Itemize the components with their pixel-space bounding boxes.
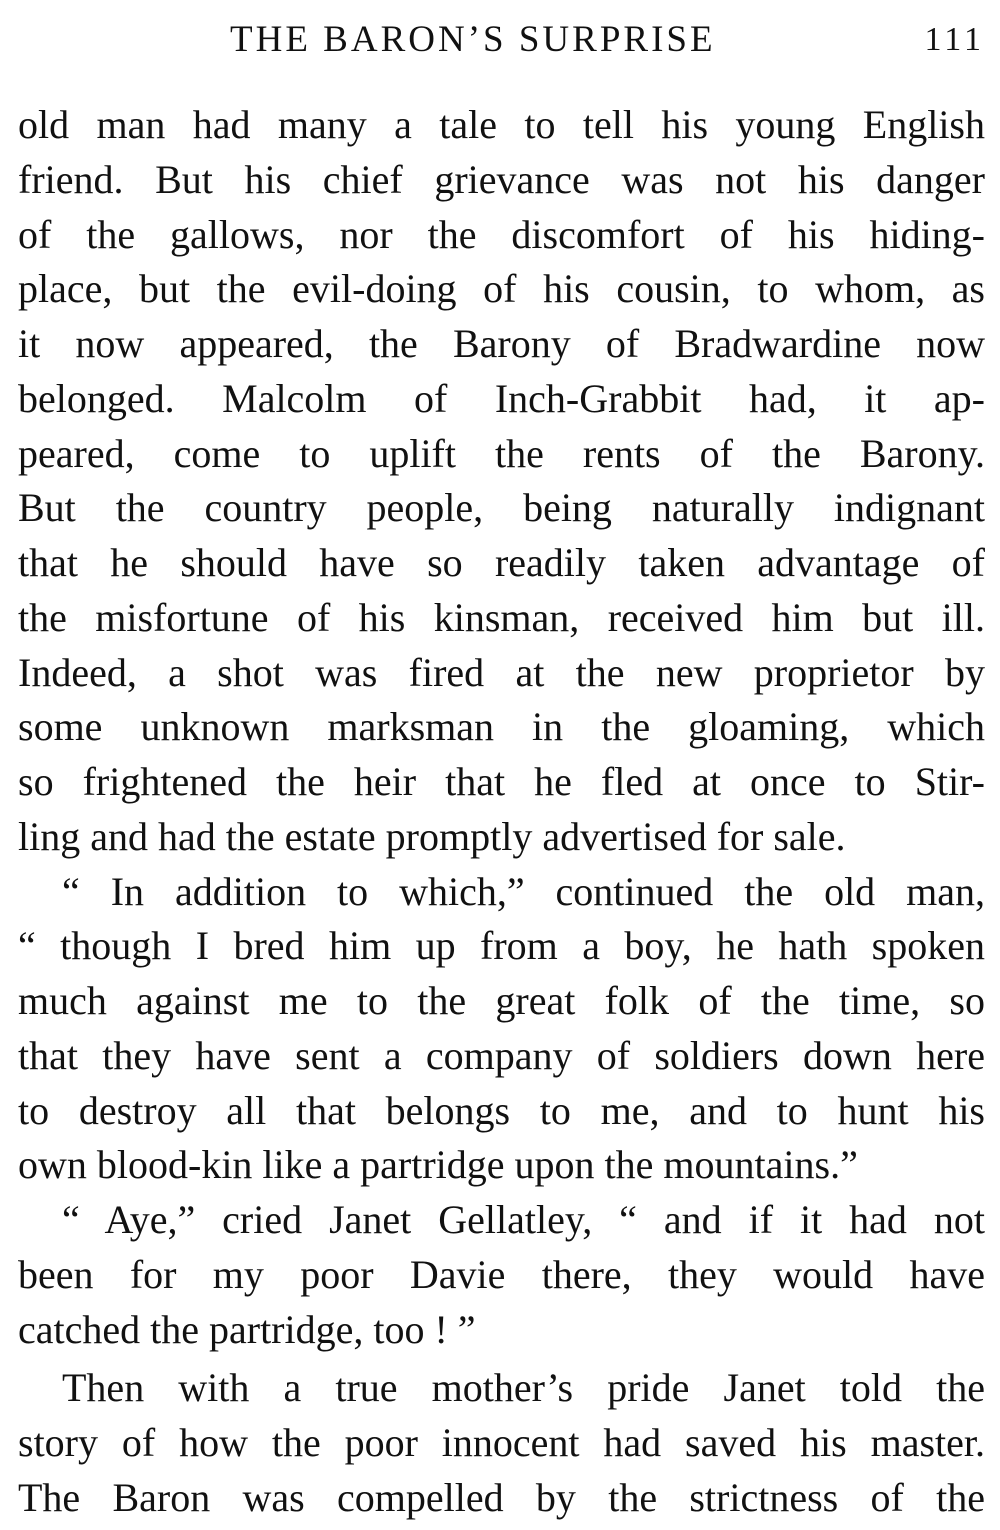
- text-line: story of how the poor innocent had saved his master.: [18, 1420, 985, 1465]
- text-line: much against me to the great folk of the time, so: [18, 978, 985, 1023]
- text-line: to destroy all that belongs to me, and to hunt his: [18, 1087, 985, 1133]
- text-line: so frightened the heir that he fled at once to Stir-: [18, 759, 985, 804]
- text-line: some unknown marksman in the gloaming, which: [18, 704, 985, 750]
- text-line: catched the partridge, too ! ”: [18, 1306, 476, 1352]
- text-line: Then with a true mother’s pride Janet told the: [62, 1365, 985, 1411]
- text-line: But the country people, being naturally indignant: [18, 485, 985, 531]
- text-line: The Baron was compelled by the strictness of the: [18, 1474, 985, 1520]
- text-line: Indeed, a shot was fired at the new proprietor by: [18, 649, 985, 695]
- text-line: that he should have so readily taken advantage of: [18, 540, 985, 585]
- page-header: [18, 14, 985, 66]
- body-text: [18, 98, 985, 1526]
- text-line: place, but the evil-doing of his cousin, to whom, as: [18, 266, 985, 312]
- text-line: own blood-kin like a partridge upon the mountains.”: [18, 1142, 858, 1188]
- text-line: been for my poor Davie there, they would have: [18, 1251, 985, 1297]
- text-line: it now appeared, the Barony of Bradwardine now: [18, 321, 985, 366]
- paragraph: [18, 865, 985, 1194]
- paragraph: [18, 98, 985, 865]
- text-line: belonged. Malcolm of Inch-Grabbit had, it ap-: [18, 375, 985, 421]
- text-line: “ though I bred him up from a boy, he hath spoken: [18, 923, 985, 969]
- book-page: [18, 0, 985, 1530]
- text-line: peared, come to uplift the rents of the Barony.: [18, 430, 985, 476]
- paragraph: [18, 1361, 985, 1525]
- text-line: the misfortune of his kinsman, received him but ill.: [18, 594, 985, 640]
- text-line: ling and had the estate promptly advertised for sale.: [18, 813, 846, 859]
- text-line: that they have sent a company of soldiers down here: [18, 1032, 985, 1078]
- text-line: of the gallows, nor the discomfort of his hiding-: [18, 211, 985, 257]
- page-number: 111: [924, 21, 985, 58]
- paragraph: [18, 1193, 985, 1357]
- text-line: friend. But his chief grievance was not his danger: [18, 156, 985, 202]
- text-line: “ Aye,” cried Janet Gellatley, “ and if it had not: [62, 1197, 985, 1242]
- text-line: old man had many a tale to tell his young English: [18, 102, 985, 147]
- text-line: “ In addition to which,” continued the old man,: [62, 868, 985, 914]
- running-title: THE BARON’S SURPRISE: [230, 19, 716, 60]
